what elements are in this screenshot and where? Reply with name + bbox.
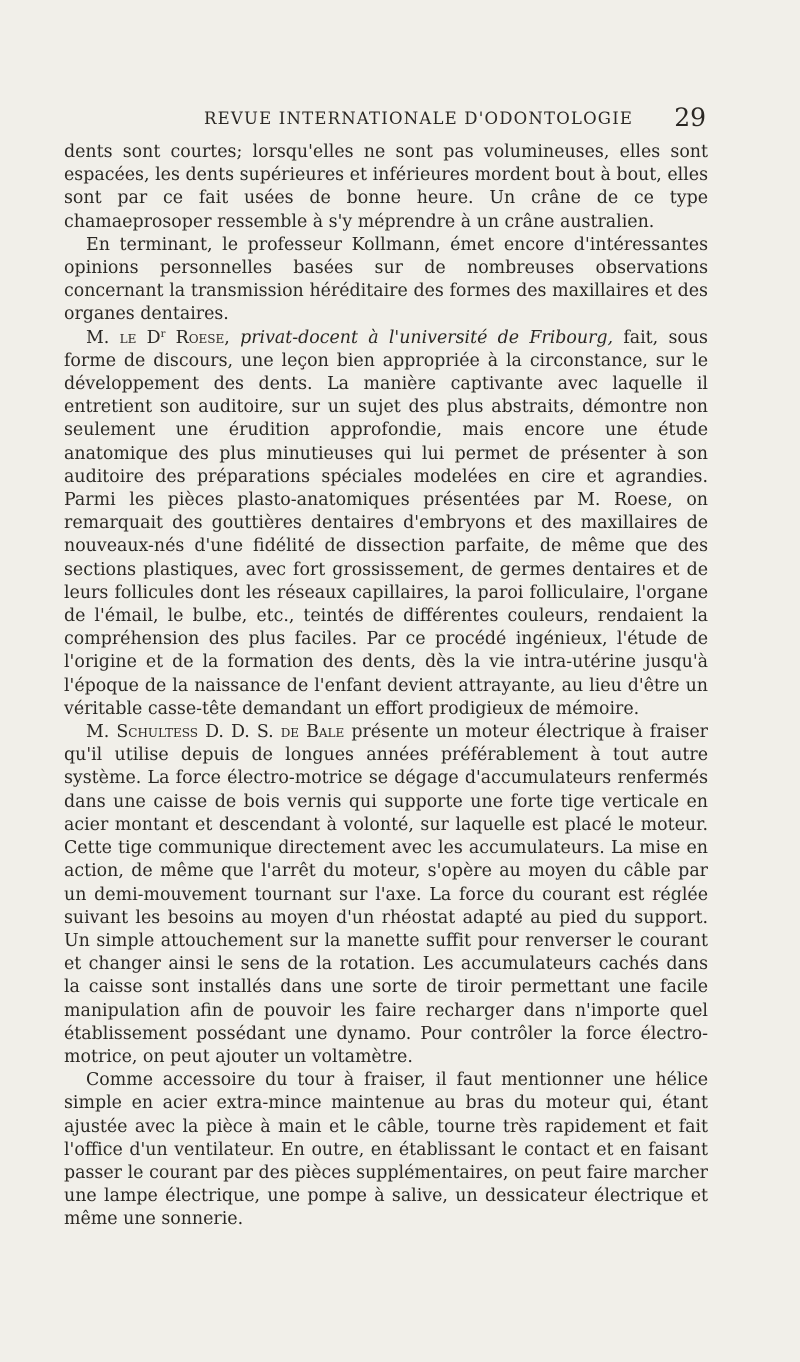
- paragraph-5: Comme accessoire du tour à fraiser, il faut mentionner une hélice simple en acier extra-mince maintenue au bras du moteur qui, étant ajustée avec la pièce à main et le câble, tourne très rapidement et fait l'office d'un ventilateur. En outre, en établissant le contact et en faisant passer le courant par des pièces supplémentaires, on peut faire marcher une lampe électrique, une pompe à salive, un dessicateur électrique et même une sonnerie.: [64, 1070, 708, 1230]
- presenter-name: Schultess: [116, 722, 199, 743]
- paragraph-1: dents sont courtes; lorsqu'elles ne sont pas volumineuses, elles sont espacées, les dents supérieures et inférieures mordent bout à bout, elles sont par ce fait usées de bonne heure. Un crâne de ce type chamaeprosoper ressemble à s'y méprendre à un crâne australien.: [64, 142, 708, 232]
- running-head: REVUE INTERNATIONALE D'ODONTOLOGIE: [204, 109, 634, 128]
- paragraph-3: [64, 327, 708, 721]
- page-header: [180, 104, 710, 134]
- speaker-affiliation: privat-docent à l'université de Fribourg,: [240, 327, 614, 348]
- paragraph-3-text: fait, sous forme de discours, une leçon bien appropriée à la circonstance, sur le développement des dents. La manière captivante avec laquelle il entretient son auditoire, sur un sujet des plus abstraits, démontre non seulement une érudition approfondie, mais encore une étude anatomique des plus minutieuses qui lui permet de présenter à son auditoire des préparations spéciales modelées en cire et agrandies. Parmi les pièces plasto-anatomiques présentées par M. Roese, on remarquait des gouttières dentaires d'embryons et des maxillaires de nouveaux-nés d'une fidélité de dissection parfaite, de même que des sections plastiques, avec fort grossissement, de germes dentaires et de leurs follicules dont les réseaux capillaires, la paroi folliculaire, l'organe de l'émail, le bulbe, etc., teintés de différentes couleurs, rendaient la compréhension des plus faciles. Par ce procédé ingénieux, l'étude de l'origine et de la formation des dents, dès la vie intra-utérine jusqu'à l'époque de la naissance de l'enfant devient attrayante, au lieu d'être un véritable casse-tête demandant un effort prodigieux de mémoire.: [64, 327, 708, 719]
- paragraph-2: En terminant, le professeur Kollmann, émet encore d'intéressantes opinions personnelles basées sur de nombreuses observations concernant la transmission héréditaire des formes des maxillaires et des organes dentaires.: [64, 234, 708, 325]
- speaker-article: le: [119, 327, 137, 348]
- paragraph-4-text: présente un moteur électrique à fraiser qu'il utilise depuis de longues années préférablement à tout autre système. La force électro-motrice se dégage d'accumulateurs renfermés dans une caisse de bois vernis qui supporte une forte tige verticale en acier montant et descendant à volonté, sur laquelle est placé le moteur. Cette tige communique directement avec les accumulateurs. La mise en action, de même que l'arrêt du moteur, s'opère au moyen du câble par un demi-mouvement tournant sur l'axe. La force du courant est réglée suivant les besoins au moyen d'un rhéostat adapté au pied du support. Un simple attouchement sur la manette suffit pour renverser le courant et changer ainsi le sens de la rotation. Les accumulateurs cachés dans la caisse sont installés dans une sorte de tiroir permettant une facile manipulation afin de pouvoir les faire recharger dans n'importe quel établissement possédant une dynamo. Pour contrôler la force électro-motrice, on peut ajouter un voltamètre.: [64, 722, 708, 1067]
- doctor-abbr-sup: r: [160, 328, 166, 340]
- speaker-name: Roese,: [175, 327, 230, 348]
- speaker-title: M.: [86, 327, 110, 348]
- article-body: [64, 141, 708, 1232]
- doctor-abbr: D: [146, 327, 161, 348]
- presenter-de: de: [280, 722, 300, 743]
- paragraph-4: [64, 721, 708, 1069]
- page-number: 29: [674, 103, 706, 132]
- presenter-initials: D. D. S.: [205, 722, 274, 743]
- presenter-title: M.: [86, 722, 110, 743]
- presenter-city: Bale: [306, 722, 345, 743]
